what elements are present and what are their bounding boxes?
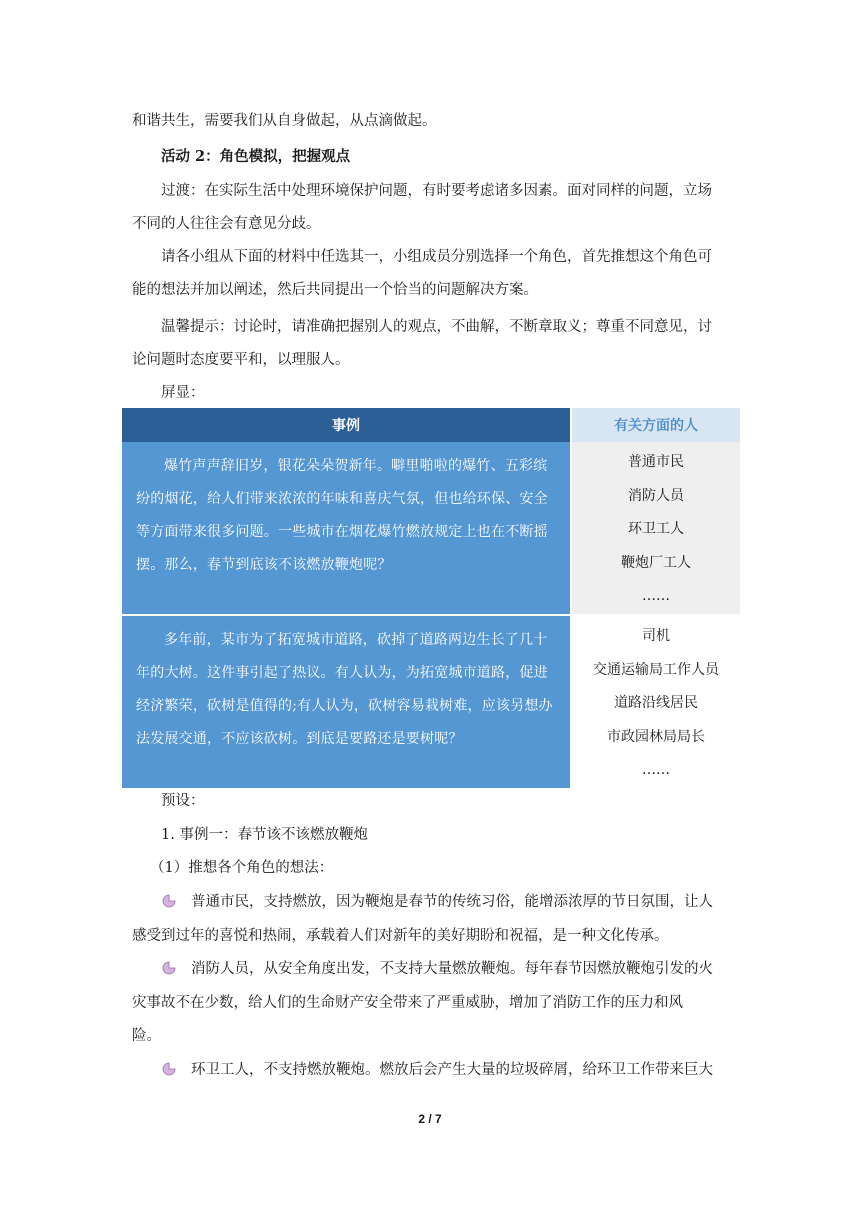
role-item: 环卫工人 (628, 521, 684, 537)
case-text: 爆竹声声辞旧岁，银花朵朵贺新年。噼里啪啦的爆竹、五彩缤纷的烟花，给人们带来浓浓的年味和喜庆气氛，但也给环保、安全等方面带来很多问题。一些城市在烟花爆竹燃放规定上也在不断摇摆。那么，春节到底该不该燃放鞭炮呢？ (136, 458, 548, 573)
case-cell (122, 442, 571, 615)
role-item: 交通运输局工作人员 (593, 661, 719, 678)
paragraph-line: 消防人员，从安全角度出发，不支持大量燃放鞭炮。每年春节因燃放鞭炮引发的火 (191, 961, 713, 977)
role-item: 道路沿线居民 (614, 695, 698, 711)
role-item: 消防人员 (628, 487, 684, 504)
role-item: 普通市民 (628, 454, 684, 470)
activity-heading: 活动 2：角色模拟，把握观点 (161, 148, 351, 165)
page-number: 2 / 7 (418, 1112, 442, 1126)
cases-table (122, 408, 740, 788)
paragraph-line: 温馨提示：讨论时，请准确把握别人的观点，不曲解，不断章取义；尊重不同意见，讨 (161, 319, 712, 335)
table-row (122, 442, 740, 615)
header-people: 有关方面的人 (571, 408, 740, 442)
pie-bullet-icon (161, 893, 177, 909)
paragraph-line: 请各小组从下面的材料中任选其一，小组成员分别选择一个角色，首先推想这个角色可 (161, 249, 712, 265)
role-item: 司机 (642, 628, 670, 644)
paragraph-line: 感受到过年的喜悦和热闹，承载着人们对新年的美好期盼和祝福，是一种文化传承。 (132, 928, 669, 944)
pie-bullet-icon (161, 1061, 177, 1077)
pie-bullet-icon (161, 960, 177, 976)
case-cell (122, 615, 571, 788)
header-case: 事例 (122, 408, 571, 442)
paragraph-line: 不同的人往往会有意见分歧。 (132, 216, 321, 232)
paragraph-line: 险。 (132, 1028, 161, 1044)
role-item: 鞭炮厂工人 (621, 554, 691, 571)
paragraph-line: 灾事故不在少数，给人们的生命财产安全带来了严重威胁，增加了消防工作的压力和风 (132, 995, 683, 1011)
paragraph-line: 普通市民，支持燃放，因为鞭炮是春节的传统习俗，能增添浓厚的节日氛围，让人 (191, 894, 713, 910)
paragraph-line: 和谐共生，需要我们从自身做起，从点滴做起。 (132, 113, 437, 129)
paragraph-line: 1. 事例一：春节该不该燃放鞭炮 (161, 827, 368, 843)
people-cell (571, 615, 740, 788)
paragraph-line: 预设： (161, 793, 205, 809)
role-item: …… (642, 588, 670, 604)
paragraph-line: 过渡：在实际生活中处理环境保护问题，有时要考虑诸多因素。面对同样的问题，立场 (161, 183, 712, 199)
case-text: 多年前，某市为了拓宽城市道路，砍掉了道路两边生长了几十年的大树。这件事引起了热议。有人认为，为拓宽城市道路，促进经济繁荣，砍树是值得的;有人认为，砍树容易栽树难，应该另想办法发展交通，不应该砍树。到底是要路还是要树呢？ (136, 632, 553, 747)
role-item: …… (642, 762, 670, 778)
role-item: 市政园林局局长 (607, 728, 705, 745)
paragraph-line: 能的想法并加以阐述，然后共同提出一个恰当的问题解决方案。 (132, 282, 538, 298)
screen-label: 屏显： (161, 385, 205, 401)
people-cell (571, 442, 740, 615)
paragraph-line: 环卫工人，不支持燃放鞭炮。燃放后会产生大量的垃圾碎屑，给环卫工作带来巨大 (191, 1062, 713, 1078)
table-row (122, 615, 740, 788)
paragraph-line: 论问题时态度要平和，以理服人。 (132, 352, 350, 368)
paragraph-line: （1）推想各个角色的想法： (150, 860, 334, 876)
